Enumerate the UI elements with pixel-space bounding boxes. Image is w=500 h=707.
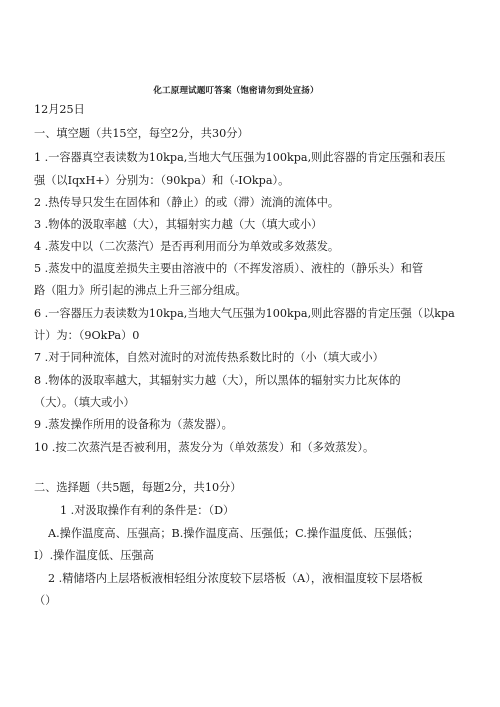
section1-line: 计）为：（9OkPa）0 xyxy=(34,329,140,342)
section1-line: 8 .物体的汲取率越大，其辐射实力越（大），所以黑体的辐射实力比灰体的 xyxy=(34,374,401,387)
section2-line: 2 .精储塔内上层塔板液相轻组分浓度较下层塔板（A），液相温度较下层塔板 xyxy=(48,572,423,585)
section1-line: 3 .物体的汲取率越（大），其辐射实力越（大（填大或小） xyxy=(34,218,323,231)
section1-line: 5 .蒸发中的温度差损失主要由溶液中的（不挥发溶质）、液柱的（静乐头）和管 xyxy=(34,262,424,275)
document-date: 12月25日 xyxy=(34,103,85,116)
section1-line: 6 .一容器压力表读数为10kpa,当地大气压强为100kpa,则此容器的肯定压强（以kpa xyxy=(34,307,455,320)
section1-line: 9 .蒸发操作所用的设备称为（蒸发器）。 xyxy=(34,418,233,431)
section1-line: 4 .蒸发中以（二次蒸汽）是否再利用而分为单效或多效蒸发。 xyxy=(34,240,340,253)
section1-line: 10 .按二次蒸汽是否被利用，蒸发分为（单效蒸发）和（多效蒸发）。 xyxy=(34,441,375,454)
section1-line: 1 .一容器真空表读数为10kpa,当地大气压强为100kpa,则此容器的肯定压强和表压 xyxy=(34,151,446,164)
section1-line: 2 .热传导只发生在固体和（静止）的或（滞）流淌的流体中。 xyxy=(34,196,340,209)
section2-line: A.操作温度高、压强高；B.操作温度高、压强低；C.操作温度低、压强低； xyxy=(48,527,419,540)
section1-heading: 一、填空题（共15空，每空2分，共30分） xyxy=(34,127,249,140)
section2-line: （） xyxy=(34,594,57,607)
section2-line: I）.操作温度低、压强高 xyxy=(34,549,154,562)
section1-line: （大）。（填大或小） xyxy=(34,396,135,409)
section2-line: 1 .对汲取操作有利的条件是：（D） xyxy=(60,504,235,517)
section1-line: 7 .对于同种流体，自然对流时的对流传热系数比时的（小（填大或小） xyxy=(34,351,384,364)
section1-line: 强（以IqxH+）分别为：（90kpa）和（-IOkpa）。 xyxy=(34,174,290,187)
section1-line: 路（阻力》所引起的沸点上升三部分组成。 xyxy=(34,284,247,297)
document-title: 化工原理试题叮答案（饱密请勿到处宣扬） xyxy=(153,86,319,96)
section2-heading: 二、选择题（共5题，每题2分，共10分） xyxy=(34,481,242,494)
